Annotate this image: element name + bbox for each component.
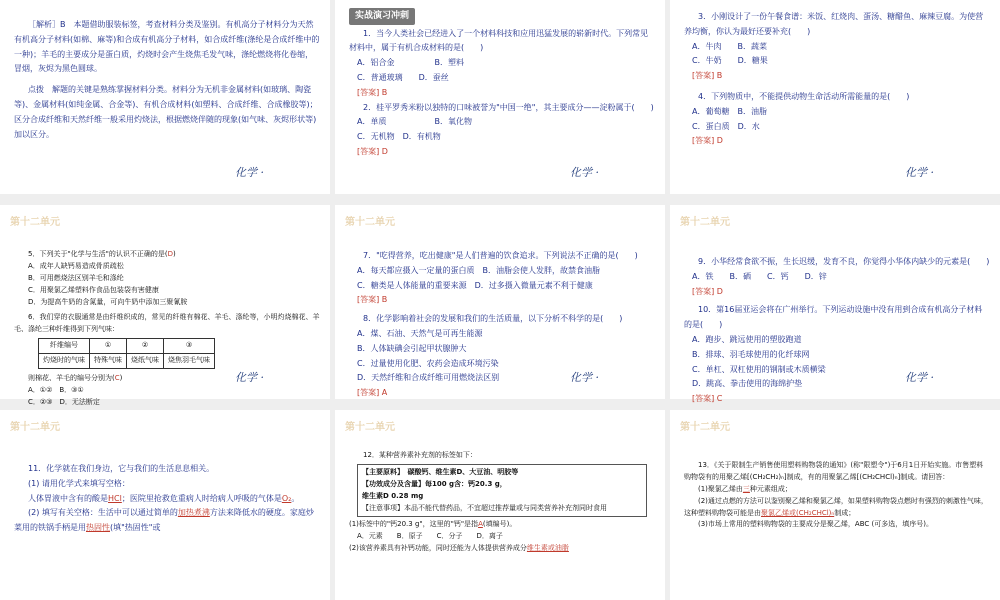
option-3c: C．牛奶 <box>692 56 722 66</box>
unit-header: 第十二单元 <box>680 217 730 228</box>
slide-footer: 化学 · <box>570 371 599 384</box>
slide-6-body <box>684 255 990 407</box>
option-9d: D．锌 <box>804 271 827 281</box>
table-row <box>39 339 215 354</box>
option-2a: A．单质 <box>357 117 387 127</box>
slide-footer: 化学 · <box>235 166 264 179</box>
supplement-label <box>357 464 647 518</box>
question-11: 11．化学就在我们身边，它与我们的生活息息相关。 <box>28 464 215 473</box>
question-11-text: 人体胃液中含有的酸是 <box>28 493 108 503</box>
option-1b: B．塑料 <box>434 58 464 68</box>
question-1: 1．当今人类社会已经进入了一个材料科技和应用迅猛发展的崭新时代。下列常见材料中，属于有机合成材料的是( ) <box>349 28 649 53</box>
option-6a: A．①② <box>28 385 53 394</box>
option-4b: B．油脂 <box>737 106 767 116</box>
unit-header: 第十二单元 <box>680 422 730 433</box>
analysis-paragraph: ［解析］B 本题借助服装标签，考查材料分类及鉴别。有机高分子材料分为天然有机高分子材料(如棉、麻等)和合成有机高分子材料，如合成纤维(涤纶是合成纤维中的一种)；羊毛的主要成分是蛋白质，灼烧时会产生烧焦毛发气味，涤纶燃烧将化卷缩，冒烟，灰烬为黑色圆球。 <box>14 20 320 74</box>
option-5d: D．为提高牛奶的含氮量，可向牛奶中添加三聚氰胺 <box>28 297 188 306</box>
answer-11-acid: HCl <box>108 493 122 503</box>
option-10b: B．排球、羽毛球使用的化纤球网 <box>692 349 810 359</box>
question-11-text: 方法来降低水的硬度。家庭炒菜用的铁锅手柄是用 <box>14 508 314 533</box>
answer-13-2: 聚氯乙烯或(CH₂CHCl)ₙ <box>761 508 835 517</box>
question-13-part-2: (2)通过点燃的方法可以鉴别聚乙烯和聚氯乙烯，如果塑料购物袋点燃时有强烈的刺激性气味，这种塑料购物袋可能是由 <box>684 496 988 517</box>
question-12: 12．某种营养素补充剂的标签如下： <box>363 451 477 459</box>
answer-5: D <box>167 250 174 258</box>
option-9b: B．硒 <box>729 271 751 281</box>
slide-footer: 化学 · <box>570 166 599 179</box>
question-13-text: 种元素组成； <box>749 484 792 493</box>
question-11-part-2: (2) 填写有关空格：生活中可以通过简单的 <box>28 508 178 518</box>
unit-header: 第十二单元 <box>10 217 60 228</box>
slide-8-body <box>349 450 655 555</box>
slide-6 <box>670 205 1000 404</box>
option-8d: D．天然纤维和合成纤维可用燃烧法区别 <box>357 373 500 383</box>
slide-4 <box>0 205 330 406</box>
option-4c: C．蛋白质 <box>692 121 730 131</box>
question-13-part-1: (1)聚氯乙烯由 <box>698 484 743 493</box>
option-3a: A．牛肉 <box>692 41 722 51</box>
option-8b: B．人体缺碘会引起甲状腺肿大 <box>357 343 467 353</box>
option-6c: C．②③ <box>28 397 53 406</box>
tip-paragraph: 点拨 解题的关键是熟练掌握材料分类。材料分为无机非金属材料(如玻璃、陶瓷等)、金属材料(如纯金属、合金等)、有机合成材料(如塑料、合成纤维、合成橡胶等)；区分合成纤维和天然纤维一般采用灼烧法，根据燃烧伴随的现象(如气味、灰烬形状等)加以区分。 <box>14 85 318 139</box>
question-13: 13．《关于限制生产销售使用塑料购物袋的通知》(称"限塑令")于6月1日开始实施。市售塑料购物袋有的用聚乙烯[(CH₂CH₂)ₙ]制成，有的用聚氯乙烯[(CH₂CHCl)ₙ]制成。请回答： <box>684 461 984 481</box>
slide-footer: 化学 · <box>905 371 934 384</box>
table-cell: 纤维编号 <box>39 339 90 354</box>
question-5-end: ) <box>173 250 176 258</box>
slide-4-body <box>14 249 320 409</box>
option-12c: C．分子 <box>436 532 463 541</box>
question-10: 10．第16届亚运会将在广州举行。下列运动设施中没有用到合成有机高分子材料的是( ) <box>684 305 983 330</box>
slide-9-body <box>684 460 990 531</box>
option-6d: D．无法断定 <box>59 397 100 406</box>
question-8: 8．化学影响着社会的发展和我们的生活质量，以下分析不科学的是( ) <box>363 314 623 324</box>
answer-13-1: 三 <box>742 484 750 493</box>
option-12d: D．离子 <box>476 532 503 541</box>
question-5: 5．下列关于"化学与生活"的认识不正确的是( <box>28 250 168 258</box>
slide-5 <box>335 205 665 399</box>
answer-7: [答案] B <box>357 295 388 305</box>
question-11-text: (填"热固性"或 <box>110 523 161 533</box>
question-6: 6．我们穿的衣服通常是由纤维织成的，常见的纤维有棉花、羊毛、涤纶等，小明灼烧棉花、羊毛、涤纶三种纤维得到下列气味： <box>14 313 320 334</box>
question-12-part-1: (1)标签中的"钙20.3 g"，这里的"钙"是指 <box>349 520 479 529</box>
answer-10: [答案] C <box>692 394 723 404</box>
answer-1: [答案] B <box>357 87 388 97</box>
answer-11-method: 加热煮沸 <box>177 508 210 518</box>
option-10d: D．跳高、拳击使用的海绵护垫 <box>692 379 803 389</box>
question-12-text: (填编号)。 <box>482 520 517 529</box>
slide-2 <box>335 0 665 194</box>
slide-3 <box>670 0 1000 194</box>
slide-7 <box>0 410 330 600</box>
unit-header: 第十二单元 <box>345 422 395 433</box>
label-content-2: 维生素D 0.28 mg <box>362 491 424 500</box>
option-7b: B．油脂会使人发胖，故禁食油脂 <box>482 265 600 275</box>
answer-11-gas: O₂ <box>281 493 292 503</box>
label-notice: 【注意事项】本品不能代替药品，不宜超过推荐量或与同类营养补充剂同时食用 <box>362 503 607 512</box>
option-5c: C．用聚氯乙烯塑料作食品包装袋有害健康 <box>28 285 159 294</box>
slide-1-body <box>14 18 320 142</box>
fiber-table <box>38 338 215 369</box>
slide-footer: 化学 · <box>905 166 934 179</box>
option-4a: A．葡萄糖 <box>692 106 730 116</box>
option-12a: A．元素 <box>357 532 383 541</box>
option-10c: C．单杠、双杠使用的钢制或木质横梁 <box>692 364 826 374</box>
table-cell: ③ <box>164 339 215 354</box>
question-11-part-1: (1) 请用化学式来填写空格： <box>28 478 130 488</box>
table-cell: 灼烧时的气味 <box>39 354 90 369</box>
question-2: 2．桂平罗秀米粉以独特的口味被誉为"中国一绝"，其主要成分——淀粉属于( ) <box>363 102 654 112</box>
answer-6: C <box>114 374 120 383</box>
question-12-part-2: (2)该营养素具有补钙功能，同时还能为人体提供营养成分 <box>349 544 527 553</box>
option-9c: C．钙 <box>766 271 789 281</box>
question-13-text: 制成； <box>834 508 856 517</box>
table-cell: ① <box>90 339 127 354</box>
answer-4: [答案] D <box>692 136 723 146</box>
slide-3-body <box>684 10 990 149</box>
option-5a: A．成年人缺钙易造成骨质疏松 <box>28 261 124 270</box>
answer-12-2: 维生素或油脂 <box>526 544 569 553</box>
option-9a: A．铁 <box>692 271 714 281</box>
unit-header: 第十二单元 <box>345 217 395 228</box>
slide-8 <box>335 410 665 600</box>
option-2c: C．无机物 <box>357 132 395 142</box>
question-7: 7．"吃得营养，吃出健康"是人们普遍的饮食追求。下列说法不正确的是( ) <box>363 251 638 260</box>
answer-11-plastic: 热固性 <box>86 523 110 533</box>
answer-8: [答案] A <box>357 388 388 398</box>
section-badge: 实战演习冲刺 <box>349 8 415 25</box>
question-11-text: ；医院里抢救危重病人时给病人呼吸的气体是 <box>121 493 282 503</box>
option-1c: C．普通玻璃 <box>357 73 403 83</box>
option-7d: D．过多摄入微量元素不利于健康 <box>474 280 593 290</box>
slide-1 <box>0 0 330 194</box>
option-6b: B．③① <box>59 385 84 394</box>
slide-5-body <box>349 249 655 401</box>
question-6-end: ) <box>119 374 123 383</box>
option-2d: D．有机物 <box>402 132 441 142</box>
option-2b: B．氧化物 <box>434 117 472 127</box>
option-10a: A．跑步、跳远使用的塑胶跑道 <box>692 334 802 344</box>
label-content: 【功效成分及含量】每100 g含：钙20.3 g， <box>362 479 507 488</box>
option-12b: B．原子 <box>396 532 423 541</box>
table-cell: 烧纸气味 <box>127 354 164 369</box>
option-8a: A．煤、石油、天然气是可再生能源 <box>357 328 483 338</box>
table-row <box>39 354 215 369</box>
question-9: 9．小华经常食欲不振，生长迟缓，发育不良，你觉得小华体内缺少的元素是( ) <box>698 257 990 266</box>
option-5b: B．可用燃烧法区别羊毛和涤纶 <box>28 273 124 282</box>
answer-2: [答案] D <box>357 147 388 157</box>
answer-12-1: A <box>478 520 483 529</box>
option-1d: D．蚕丝 <box>418 73 449 83</box>
slide-2-body <box>349 8 655 160</box>
question-11-text: 。 <box>291 493 300 503</box>
option-3b: B．蔬菜 <box>737 41 767 51</box>
answer-9: [答案] D <box>692 286 723 296</box>
table-cell: ② <box>127 339 164 354</box>
option-8c: C．过量使用化肥、农药会造成环境污染 <box>357 358 499 368</box>
option-3d: D．糖果 <box>737 56 768 66</box>
unit-header: 第十二单元 <box>10 422 60 433</box>
option-7c: C．糖类是人体能量的重要来源 <box>357 280 467 290</box>
question-3: 3．小刚设计了一份午餐食谱：米饭、红烧肉、蛋汤、糖醋鱼、麻辣豆腐。为使营养均衡，你认为最好还要补充( ) <box>684 12 984 36</box>
answer-3: [答案] B <box>692 71 723 81</box>
question-4: 4．下列物质中，不能提供动物生命活动所需能量的是( ) <box>698 91 910 101</box>
label-ingredients: 【主要原料】 碳酸钙、维生素D、大豆油、明胶等 <box>362 467 519 476</box>
slide-7-body <box>14 462 320 536</box>
question-6-prompt: 则棉花、羊毛的编号分别为( <box>28 374 115 383</box>
question-13-part-3: (3)市场上常用的塑料购物袋的主要成分是聚乙烯，ABC (可多选，填序号)。 <box>698 520 933 529</box>
table-cell: 特殊气味 <box>90 354 127 369</box>
option-1a: A．铝合金 <box>357 58 395 68</box>
table-cell: 烧焦羽毛气味 <box>164 354 215 369</box>
slide-9 <box>670 410 1000 600</box>
option-4d: D．水 <box>737 121 760 131</box>
option-7a: A．每天都应摄入一定量的蛋白质 <box>357 265 475 275</box>
slide-footer: 化学 · <box>235 371 264 384</box>
